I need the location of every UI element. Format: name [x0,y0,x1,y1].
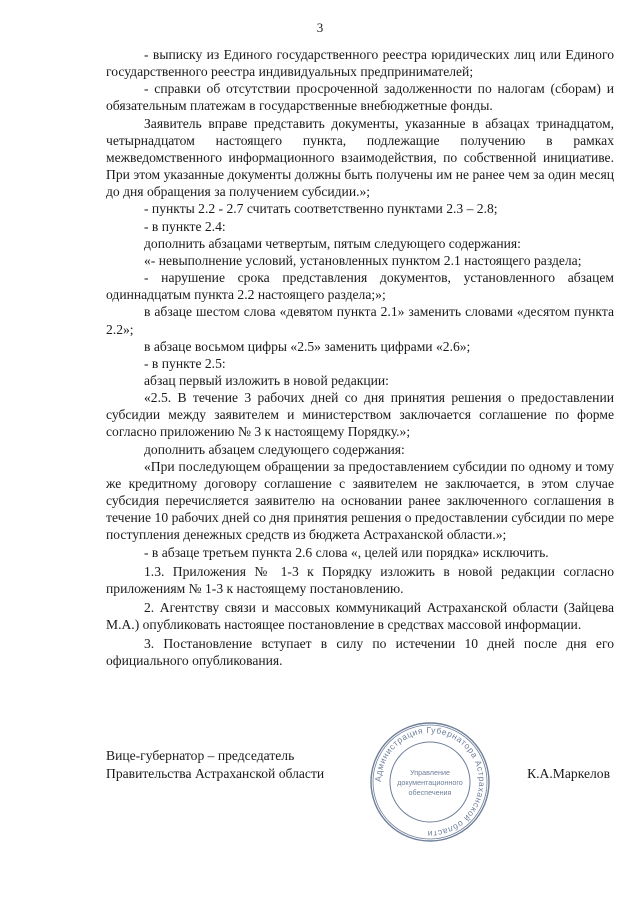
paragraph: «При последующем обращении за предоставлением субсидии по одному и тому же кредитному договору соглашение с заявителем не заключается, в этом случае субсидия перечисляется заявителю на основании ранее заключенного соглашения в течение 10 рабочих дней со дня принятия решения о предоставлении субсидии по мере поступления денежных средств из бюджета Астраханской области.»; [106,458,614,543]
paragraph: - нарушение срока представления документов, установленного абзацем одиннадцатым пункта 2.2 настоящего раздела;»; [106,270,614,303]
paragraph: - в абзаце третьем пункта 2.6 слова «, целей или порядка» исключить. [144,544,549,560]
signer-name: К.А.Маркелов [527,766,610,781]
signer-title-line1: Вице-губернатор – председатель [106,748,295,763]
paragraph: в абзаце восьмом цифры «2.5» заменить цифрами «2.6»; [144,338,471,354]
stamp-inner-line1: Управление [410,768,450,777]
paragraph: абзац первый изложить в новой редакции: [144,372,389,388]
paragraph: 1.3. Приложения № 1-3 к Порядку изложить в новой редакции согласно приложениям № 1-3 к настоящему постановлению. [106,563,614,596]
signer-title-line2: Правительства Астраханской области [106,766,325,781]
page-number: 3 [316,20,324,35]
paragraph: - пункты 2.2 - 2.7 считать соответственно пунктами 2.3 – 2.8; [144,201,498,217]
paragraph: - справки об отсутствии просроченной задолженности по налогам (сборам) и обязательным платежам в государственные внебюджетные фонды. [106,81,614,114]
paragraph: дополнить абзацами четвертым, пятым следующего содержания: [144,235,521,251]
paragraph: - выписку из Единого государственного реестра юридических лиц или Единого государственного реестра индивидуальных предпринимателей; [106,47,614,80]
stamp-inner-line2: документационного [397,778,463,787]
paragraph: «2.5. В течение 3 рабочих дней со дня принятия решения о предоставлении субсидии между заявителем и министерством заключается соглашение по форме согласно приложению № 3 к настоящему Порядку.»; [106,390,614,440]
signature-block [106,747,324,783]
paragraph: 3. Постановление вступает в силу по истечении 10 дней после дня его официального опубликования. [106,636,614,669]
stamp-inner-line3: обеспечения [408,788,452,797]
stamp-outer-text: Администрация Губернатора Астраханской области [372,724,488,840]
paragraph: 2. Агентству связи и массовых коммуникаций Астраханской области (Зайцева М.А.) опубликовать настоящее постановление в средствах массовой информации. [106,600,614,633]
official-stamp [368,720,492,844]
paragraph: в абзаце шестом слова «девятом пункта 2.1» заменить словами «десятом пункта 2.2»; [106,304,614,337]
paragraph: «- невыполнение условий, установленных пунктом 2.1 настоящего раздела; [144,252,582,268]
document-body [106,46,614,670]
paragraph: - в пункте 2.5: [144,355,226,371]
paragraph: дополнить абзацем следующего содержания: [144,441,405,457]
paragraph: - в пункте 2.4: [144,218,226,234]
paragraph: Заявитель вправе представить документы, указанные в абзацах тринадцатом, четырнадцатом настоящего пункта, подлежащие получению в рамках межведомственного информационного взаимодействия, по собственной инициативе. При этом указанные документы должны быть получены им не ранее чем за один месяц до дня обращения за получением субсидии.»; [106,115,614,200]
